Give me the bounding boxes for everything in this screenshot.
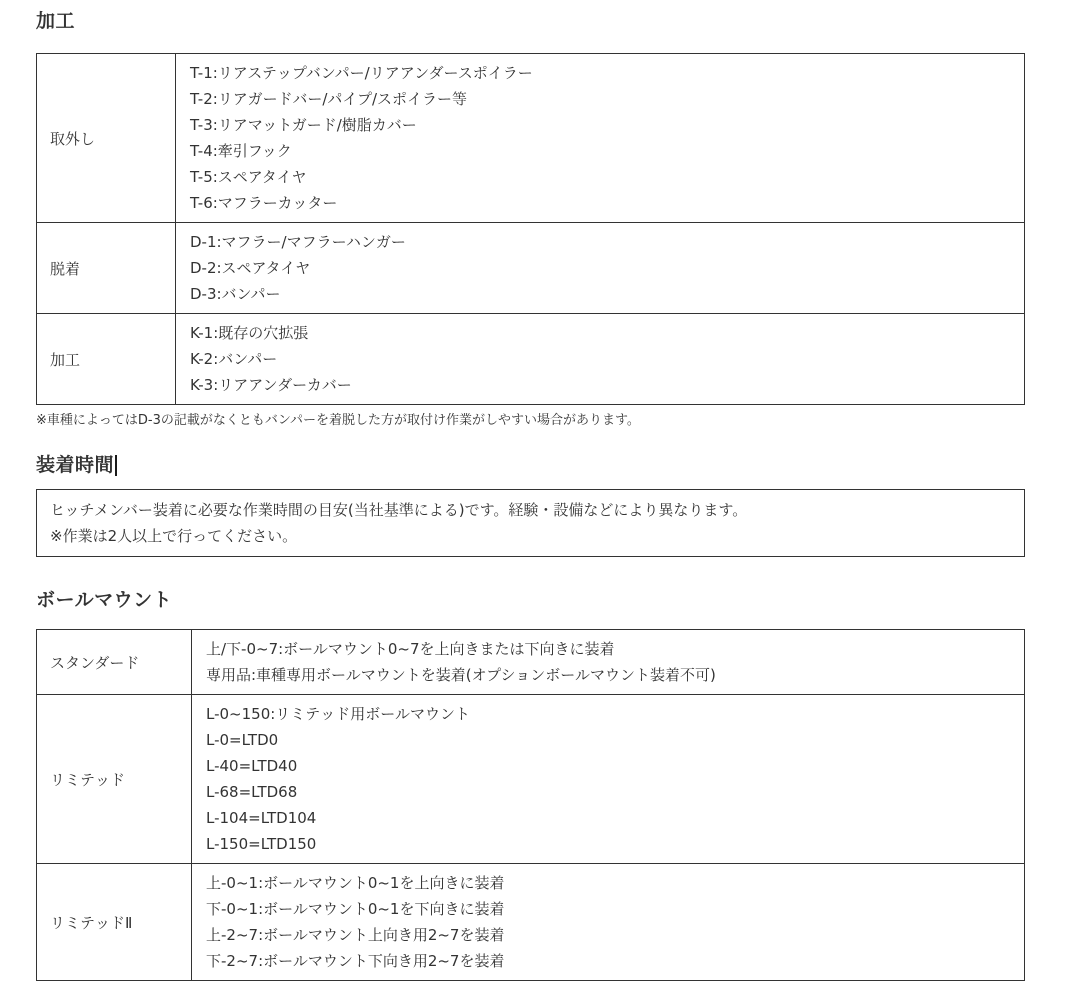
row-content <box>192 864 1025 981</box>
table-line: K-3:リアアンダーカバー <box>190 376 352 394</box>
row-content <box>176 314 1025 405</box>
table-line: 上-0~1:ボールマウント0~1を上向きに装着 <box>206 874 505 892</box>
table-line: L-68=LTD68 <box>206 783 298 801</box>
heading-text: 装着時間 <box>36 454 115 476</box>
row-label: 脱着 <box>37 223 176 314</box>
table-line: K-1:既存の穴拡張 <box>190 324 309 342</box>
table-line: T-2:リアガードバー/パイプ/スポイラー等 <box>190 90 468 108</box>
table-line: 下-0~1:ボールマウント0~1を下向きに装着 <box>206 900 505 918</box>
note-line: ※作業は2人以上で行ってください。 <box>50 527 298 545</box>
table-row-limited <box>37 695 1025 864</box>
table-row-detach <box>37 223 1025 314</box>
section-heading-ball-mount: ボールマウント <box>36 589 173 611</box>
table-line: K-2:バンパー <box>190 350 278 368</box>
table-line: 上-2~7:ボールマウント上向き用2~7を装着 <box>206 926 505 944</box>
table-row-machining <box>37 314 1025 405</box>
row-content <box>192 695 1025 864</box>
text-cursor <box>115 455 117 476</box>
table-line: T-6:マフラーカッター <box>190 194 338 212</box>
table-line: D-3:バンパー <box>190 285 281 303</box>
row-content <box>176 54 1025 223</box>
ball-mount-table <box>36 629 1025 981</box>
table-line: T-4:牽引フック <box>190 142 292 160</box>
table-line: D-2:スペアタイヤ <box>190 259 311 277</box>
row-label: スタンダード <box>37 630 192 695</box>
table-line: T-5:スペアタイヤ <box>190 168 307 186</box>
table-line: D-1:マフラー/マフラーハンガー <box>190 233 406 251</box>
table-line: 上/下-0~7:ボールマウント0~7を上向きまたは下向きに装着 <box>206 640 615 658</box>
processing-table <box>36 53 1025 405</box>
footnote-d3: ※車種によってはD-3の記載がなくともバンパーを着脱した方が取付け作業がしやすい場合があります。 <box>36 413 640 428</box>
table-line: L-0~150:リミテッド用ボールマウント <box>206 705 471 723</box>
table-line: 下-2~7:ボールマウント下向き用2~7を装着 <box>206 952 505 970</box>
table-line: L-40=LTD40 <box>206 757 298 775</box>
table-line: L-150=LTD150 <box>206 835 317 853</box>
row-label: リミテッド <box>37 695 192 864</box>
row-content <box>192 630 1025 695</box>
row-label: リミテッドⅡ <box>37 864 192 981</box>
table-line: T-3:リアマットガード/樹脂カバー <box>190 116 417 134</box>
row-label: 加工 <box>37 314 176 405</box>
table-line: L-0=LTD0 <box>206 731 279 749</box>
table-row-limited-2 <box>37 864 1025 981</box>
table-row-standard <box>37 630 1025 695</box>
installation-time-note-box <box>36 489 1025 557</box>
table-row-removal <box>37 54 1025 223</box>
table-line: T-1:リアステップバンパー/リアアンダースポイラー <box>190 64 533 82</box>
note-line: ヒッチメンバー装着に必要な作業時間の目安(当社基準による)です。経験・設備などにより異なります。 <box>50 501 748 519</box>
section-heading-installation-time <box>36 455 1025 476</box>
row-label: 取外し <box>37 54 176 223</box>
row-content <box>176 223 1025 314</box>
table-line: 専用品:車種専用ボールマウントを装着(オプションボールマウント装着不可) <box>206 666 716 684</box>
section-heading-processing: 加工 <box>36 10 76 32</box>
table-line: L-104=LTD104 <box>206 809 317 827</box>
